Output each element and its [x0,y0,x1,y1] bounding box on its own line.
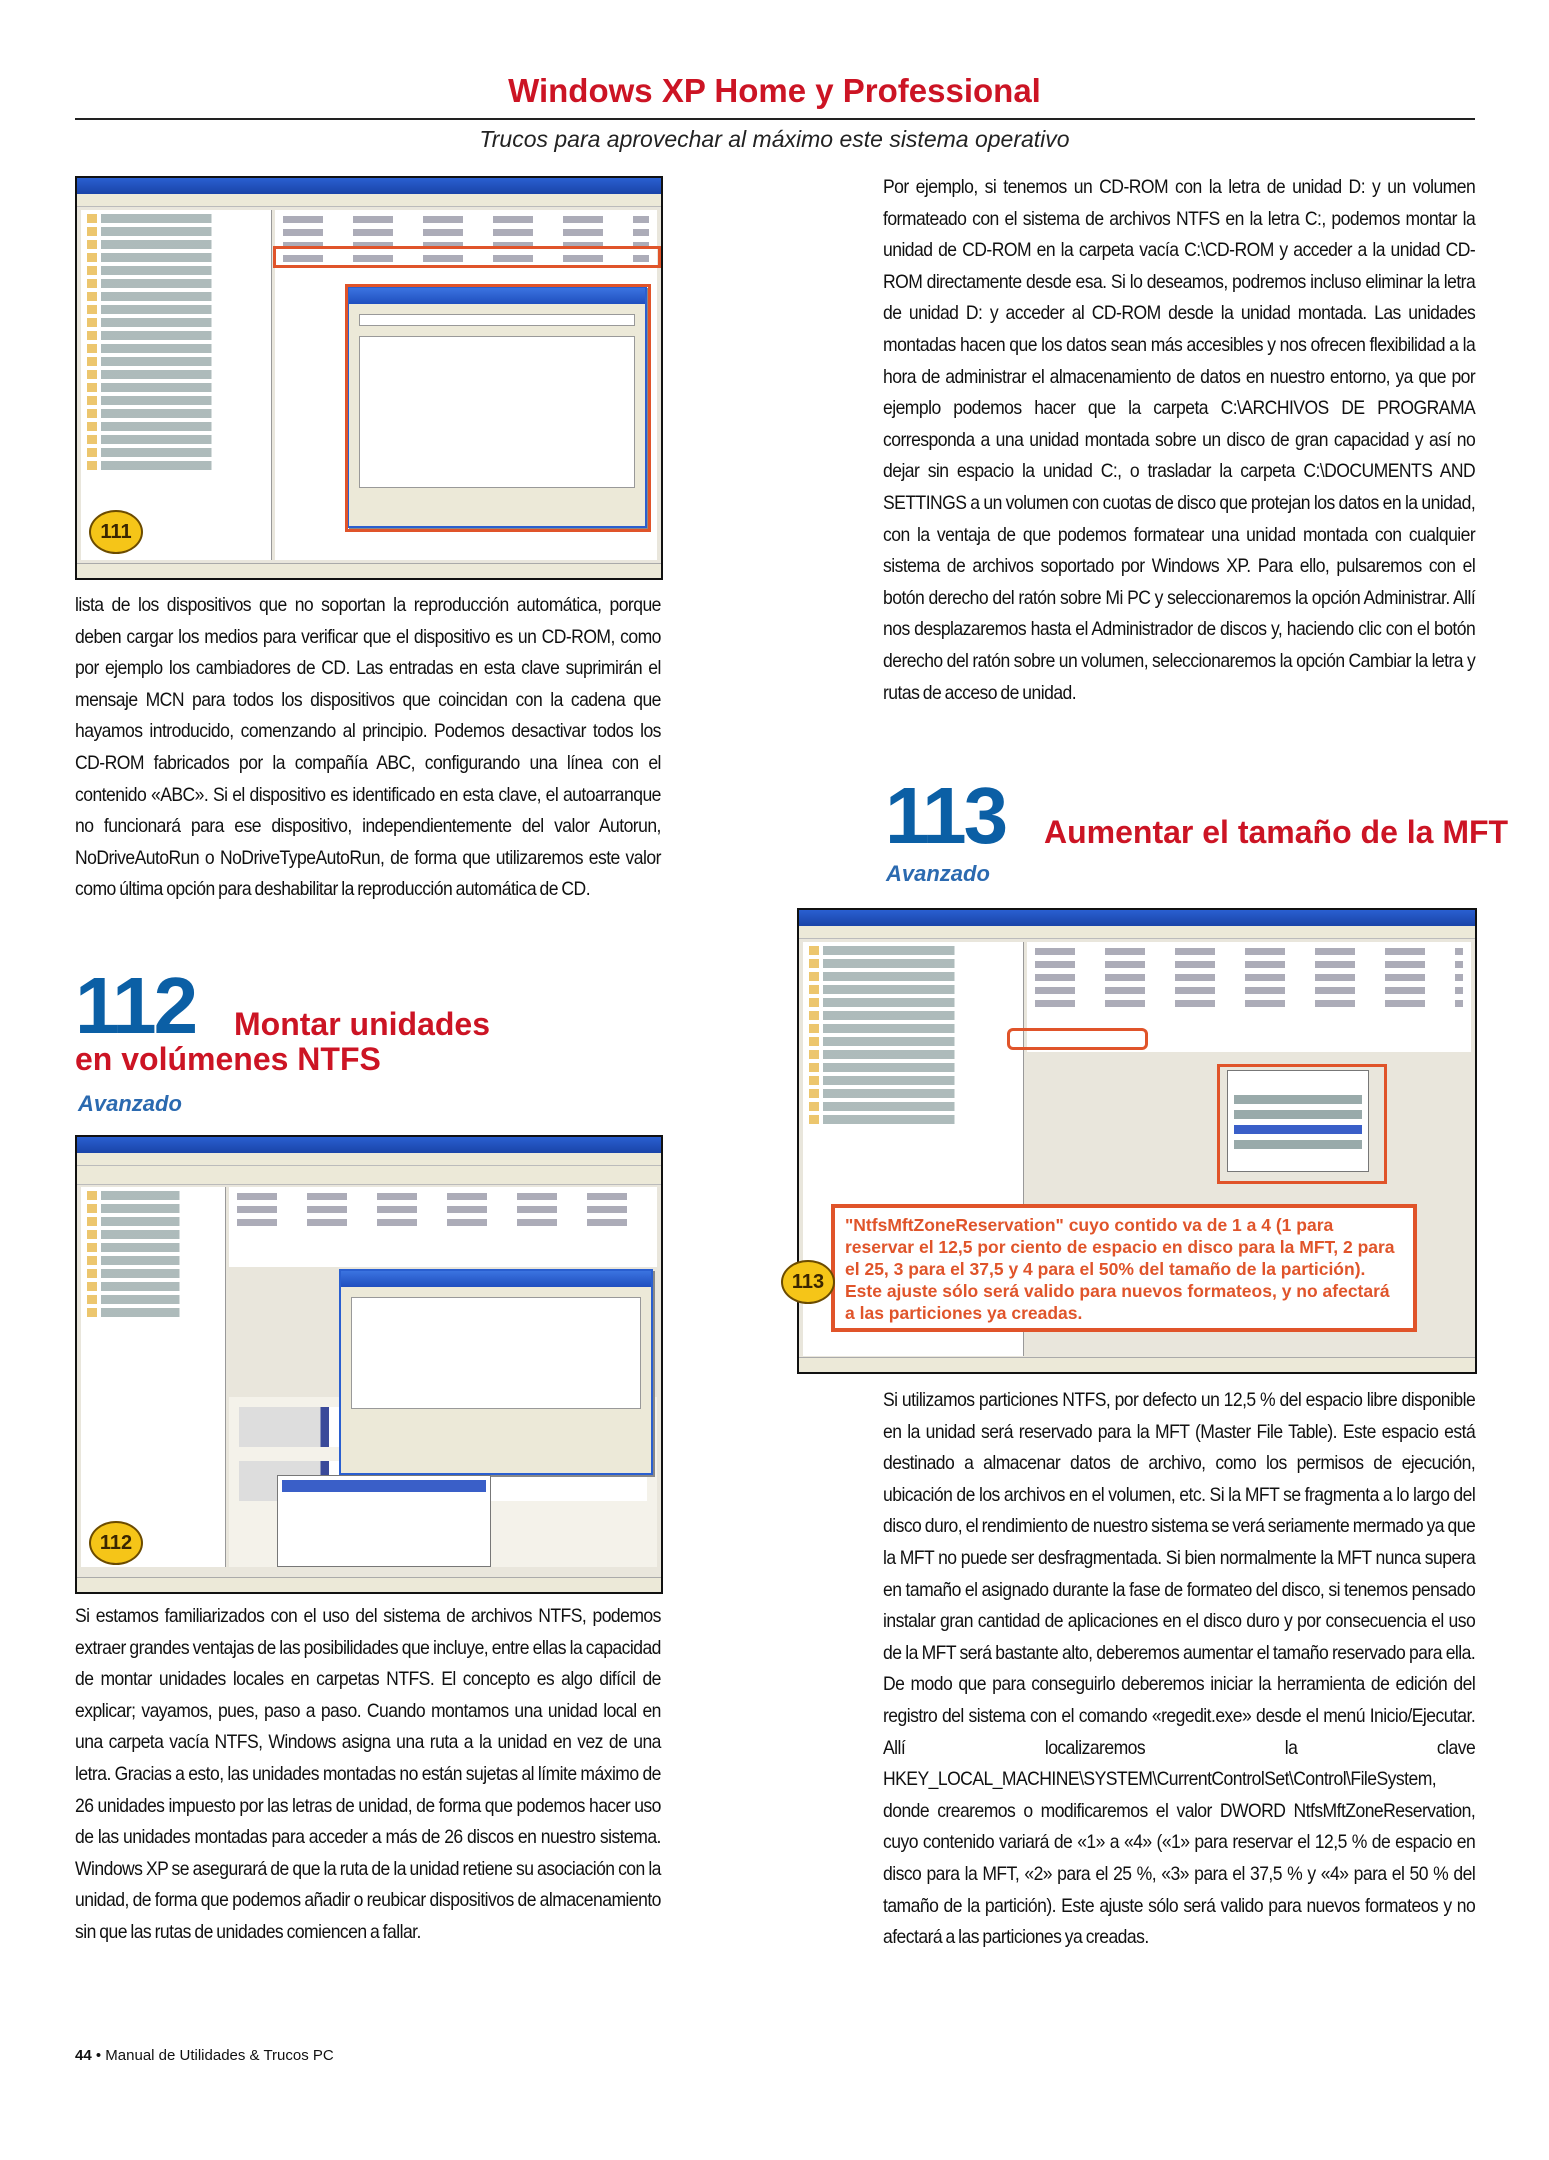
window-statusbar [77,563,661,578]
window-titlebar [799,910,1475,926]
figure-badge-113: 113 [781,1260,835,1304]
figure-badge-111: 111 [89,510,143,554]
section-level-112: Avanzado [78,1091,182,1116]
window-menubar [77,1153,661,1166]
registry-tree-pane [81,210,272,560]
section-number-113: 113 [885,771,1006,860]
paragraph-ntfs-mount: Si estamos familiarizados con el uso del sistema de archivos NTFS, podemos extraer grandes ventajas de las posibilidades que incluye, entre ellas la capacidad de montar unidades locales en carpetas NTFS. El concepto es algo difícil de explicar; vayamos, pues, paso a paso. Cuando montamos una unidad local en una carpeta vacía NTFS, Windows asigna una ruta a la unidad en vez de una letra. Gracias a esto, las unidades montadas no están sujetas al límite máximo de 26 unidades impuesto por las letras de unidad, de forma que podemos hacer uso de las unidades montadas para acceder a más de 26 discos en nuestro sistema. Windows XP se asegurará de que la ruta de la unidad retiene su asociación con la unidad, de forma que podemos añadir o reubicar dispositivos de almacenamiento sin que las rutas de unidades comiencen a fallar. [75,1605,661,1943]
change-drive-letter-dialog [339,1269,653,1475]
running-header-subtitle: Trucos para aprovechar al máximo este sistema operativo [479,126,1070,152]
highlight-box-menu [1217,1064,1387,1184]
window-toolbar [77,1166,661,1185]
highlight-box [273,246,661,268]
page-number: 44 [75,2047,92,2064]
window-statusbar [77,1577,661,1592]
paragraph-autorun: lista de los dispositivos que no soportan la reproducción automática, porque deben cargar los medios para verificar que el dispositivo es un CD-ROM, como por ejemplo los cambiadores de CD. Las entradas en esta clave suprimirán el mensaje MCN para todos los dispositivos que coincidan con la cadena que hayamos introducido, comenzando al principio. Podemos desactivar todos los CD-ROM fabricados por la compañía ABC, configurando una línea con el contenido «ABC». Si el dispositivo es identificado en esta clave, el autoarranque no funcionará para ese dispositivo, independientemente del valor Autorun, NoDriveAutoRun o NoDriveTypeAutoRun, de forma que utilizaremos este valor como última opción para deshabilitar la reproducción automática de CD. [75,594,661,901]
publication-title: Manual de Utilidades & Trucos PC [105,2047,334,2064]
page-footer [75,2047,334,2064]
window-menubar [77,194,661,207]
paragraph-mount-example: Por ejemplo, si tenemos un CD-ROM con la letra de unidad D: y un volumen formateado con el sistema de archivos NTFS en la letra C:, podemos montar la unidad de CD-ROM en la carpeta vacía C:\CD-ROM y acceder a la unidad CD-ROM directamente desde esa. Si lo deseamos, podremos incluso eliminar la letra de unidad D: y acceder al CD-ROM desde la unidad montada. Las unidades montadas hacen que los datos sean más accesibles y nos ofrecen flexibilidad a la hora de administrar el almacenamiento de datos en nuestro entorno, ya que por ejemplo podemos hacer que la carpeta C:\ARCHIVOS DE PROGRAMA corresponda a una unidad montada sobre un disco de gran capacidad y así no dejar sin espacio la unidad C:, o trasladar la carpeta C:\DOCUMENTS AND SETTINGS a un volumen con cuotas de disco que protejan los datos en la unidad, con la ventaja de que podemos formatear una unidad montada con cualquier sistema de archivos soportado por Windows XP. Para ello, pulsaremos con el botón derecho del ratón sobre Mi PC y seleccionaremos la opción Administrar. Allí nos desplazaremos hasta el Administrador de discos y, haciendo clic con el botón derecho del ratón sobre un volumen, seleccionaremos la opción Cambiar la letra y rutas de acceso de unidad. [883,176,1476,704]
footer-separator: • [95,2047,102,2064]
highlight-box-dialog [345,284,651,532]
window-titlebar [77,1137,661,1153]
window-statusbar [799,1357,1475,1372]
section-number-112: 112 [75,961,196,1050]
figure-112-screenshot [75,1135,663,1594]
window-titlebar [77,178,661,194]
highlight-box-value [1007,1028,1148,1050]
figure-113-callout: "NtfsMftZoneReservation" cuyo contido va de 1 a 4 (1 para reservar el 12,5 por ciento de espacio en disco para la MFT, 2 para el 25, 3 para el 37,5 y 4 para el 50% del tamaño de la partición). Este ajuste sólo será valido para nuevos formateos, y no afectará a las particiones ya creadas. [831,1204,1417,1332]
section-level-113: Avanzado [886,861,990,886]
section-title-113: Aumentar el tamaño de la MFT [1044,814,1509,850]
section-title-112-line1: Montar unidades [234,1006,491,1042]
window-menubar [799,926,1475,939]
context-menu [277,1475,491,1567]
console-tree-pane [81,1187,226,1567]
figure-111-screenshot [75,176,663,580]
header-divider [75,118,1475,120]
section-title-112-line2: en volúmenes NTFS [75,1041,381,1077]
figure-113-screenshot [791,908,1477,1374]
running-header-title: Windows XP Home y Professional [508,72,1041,109]
volume-list-pane [229,1187,657,1267]
figure-badge-112: 112 [89,1521,143,1565]
paragraph-mft: Si utilizamos particiones NTFS, por defecto un 12,5 % del espacio libre disponible en la unidad será reservado para la MFT (Master File Table). Este espacio está destinado a almacenar datos de archivo, como los permisos de ejecución, ubicación de los archivos en el volumen, etc. Si la MFT se fragmenta a lo largo del disco duro, el rendimiento de nuestro sistema se verá seriamente mermado ya que la MFT no puede ser desfragmentada. Si bien normalmente la MFT nunca supera en tamaño el asignado durante la fase de formateo del disco, si tenemos pensado instalar gran cantidad de aplicaciones en el disco duro y por consecuencia el uso de la MFT será bastante alto, deberemos aumentar el tamaño reservado para ella. De modo que para conseguirlo deberemos iniciar la herramienta de edición del registro del sistema con el comando «regedit.exe» desde el menú Inicio/Ejecutar. Allí localizaremos la clave HKEY_LOCAL_MACHINE\SYSTEM\CurrentControlSet\Control\FileSystem, donde crearemos o modificaremos el valor DWORD NtfsMftZoneReservation, cuyo contenido variará de «1» a «4» («1» para reservar el 12,5 % de espacio en disco para la MFT, «2» para el 25 %, «3» para el 37,5 % y «4» para el 50 % del tamaño de la partición). Este ajuste sólo será valido para nuevos formateos y no afectará a las particiones ya creadas. [883,1389,1476,1949]
